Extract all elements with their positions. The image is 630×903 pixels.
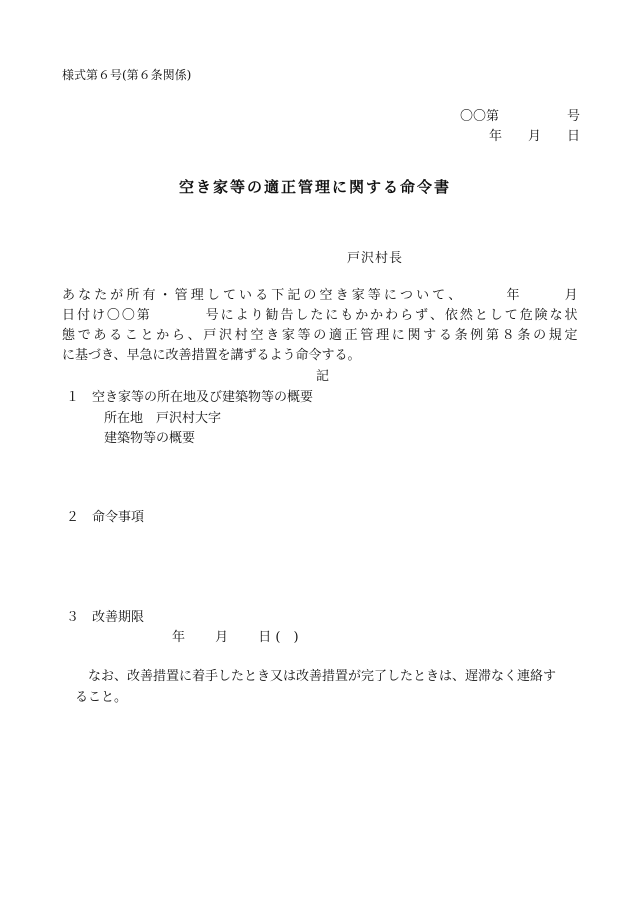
body-char: あ [93, 328, 107, 343]
body-char: か [156, 328, 170, 343]
issue-date-month: 月 [527, 129, 541, 144]
body-char: か [370, 308, 384, 323]
body-char: の [533, 328, 547, 343]
body-char: 家 [281, 328, 295, 343]
body-char: つ [399, 288, 413, 303]
body-char: 条 [454, 328, 468, 343]
body-char: 月 [564, 288, 578, 303]
body-line-2 [62, 304, 578, 323]
body-char: 日 [62, 308, 76, 323]
body-char: 有 [142, 288, 156, 303]
body-char: 空 [250, 328, 264, 343]
body-char: ら [171, 328, 185, 343]
body-char: し [295, 308, 309, 323]
body-char: 定 [564, 328, 578, 343]
body-char: 然 [459, 308, 473, 323]
body-char: 管 [174, 288, 188, 303]
body-char: 号 [205, 308, 219, 323]
body-char: 〇 [106, 308, 120, 323]
body-char: け [91, 308, 105, 323]
document-title: 空き家等の適正管理に関する命令書 [178, 178, 451, 196]
body-char: て [432, 288, 446, 303]
body-char: の [303, 288, 317, 303]
body-char: が [110, 288, 124, 303]
body-char: に [391, 328, 405, 343]
body-char: あ [62, 288, 76, 303]
body-char: 、 [448, 288, 462, 303]
body-char: す [423, 328, 437, 343]
location-label: 所在地 戸沢村大字 [104, 411, 222, 426]
body-char: 険 [534, 308, 548, 323]
body-char: 状 [564, 308, 578, 323]
body-char: 空 [319, 288, 333, 303]
body-char: た [310, 308, 324, 323]
building-label: 建築物等の概要 [104, 431, 196, 446]
body-char [523, 284, 562, 303]
body-char: 理 [190, 288, 204, 303]
body-line-4: に基づき、早急に改善措置を講ずるよう命令する。 [62, 348, 361, 363]
body-char: 第 [485, 328, 499, 343]
body-char [152, 304, 204, 323]
body-char: 正 [344, 328, 358, 343]
body-char: 態 [62, 328, 76, 343]
body-char: い [239, 288, 253, 303]
issue-date-day: 日 [566, 129, 580, 144]
body-char: 危 [519, 308, 533, 323]
body-char: 沢 [219, 328, 233, 343]
body-char: し [206, 288, 220, 303]
body-char: と [140, 328, 154, 343]
body-char: り [250, 308, 264, 323]
ki-marker: 記 [316, 369, 330, 384]
body-char: 第 [136, 308, 150, 323]
body-char: 告 [280, 308, 294, 323]
body-char: こ [124, 328, 138, 343]
body-char: 、 [429, 308, 443, 323]
body-char [464, 284, 503, 303]
body-char: る [109, 328, 123, 343]
body-char: い [416, 288, 430, 303]
body-char: か [355, 308, 369, 323]
body-char: き [335, 288, 349, 303]
issuer: 戸沢村長 [347, 251, 404, 266]
body-char: る [255, 288, 269, 303]
body-char: 年 [506, 288, 520, 303]
body-char: に [220, 308, 234, 323]
body-char: 関 [407, 328, 421, 343]
body-char: た [94, 288, 108, 303]
body-char: し [489, 308, 503, 323]
body-char: 等 [297, 328, 311, 343]
note-line-1: なお、改善措置に着手したとき又は改善措置が完了したときは、遅滞なく連絡す [88, 669, 557, 684]
body-char: 家 [351, 288, 365, 303]
body-char: 戸 [203, 328, 217, 343]
body-char: 付 [76, 308, 90, 323]
form-number: 様式第６号(第６条関係) [62, 68, 192, 82]
body-char: で [77, 328, 91, 343]
body-char: も [340, 308, 354, 323]
body-char: る [438, 328, 452, 343]
body-char: て [222, 288, 236, 303]
body-char: 、 [187, 328, 201, 343]
body-char: の [313, 328, 327, 343]
body-char: 条 [517, 328, 531, 343]
issue-date-year: 年 [488, 129, 502, 144]
body-char: ず [415, 308, 429, 323]
body-char: 例 [470, 328, 484, 343]
body-char: 記 [287, 288, 301, 303]
body-char: よ [235, 308, 249, 323]
section-3-heading: ３ 改善期限 [66, 610, 145, 625]
body-char: 勧 [265, 308, 279, 323]
section-2-heading: ２ 命令事項 [66, 510, 145, 525]
body-char: 村 [234, 328, 248, 343]
body-char: な [549, 308, 563, 323]
body-char: 所 [126, 288, 140, 303]
body-char: 等 [367, 288, 381, 303]
body-char: に [383, 288, 397, 303]
document-number [460, 105, 580, 124]
body-char: と [474, 308, 488, 323]
body-char: 適 [328, 328, 342, 343]
body-char: 管 [360, 328, 374, 343]
body-line-3 [62, 324, 578, 343]
body-char: き [266, 328, 280, 343]
body-char: 規 [548, 328, 562, 343]
document-number-prefix: 〇〇第 [459, 109, 499, 124]
body-char: わ [385, 308, 399, 323]
body-char: 下 [271, 288, 285, 303]
issue-date [489, 125, 580, 144]
deadline-date: 年 月 日 ( ) [172, 630, 299, 645]
body-char: て [504, 308, 518, 323]
body-char: 依 [444, 308, 458, 323]
body-char: に [325, 308, 339, 323]
body-char: 〇 [121, 308, 135, 323]
body-char: ８ [501, 328, 515, 343]
body-line-1 [62, 284, 578, 303]
note-line-2: ること。 [75, 690, 128, 705]
body-char: ら [400, 308, 414, 323]
document-number-suffix: 号 [566, 109, 580, 124]
body-char: 理 [376, 328, 390, 343]
body-char: な [78, 288, 92, 303]
body-char: ・ [158, 288, 172, 303]
section-1-heading: １ 空き家等の所在地及び建築物等の概要 [66, 390, 314, 405]
